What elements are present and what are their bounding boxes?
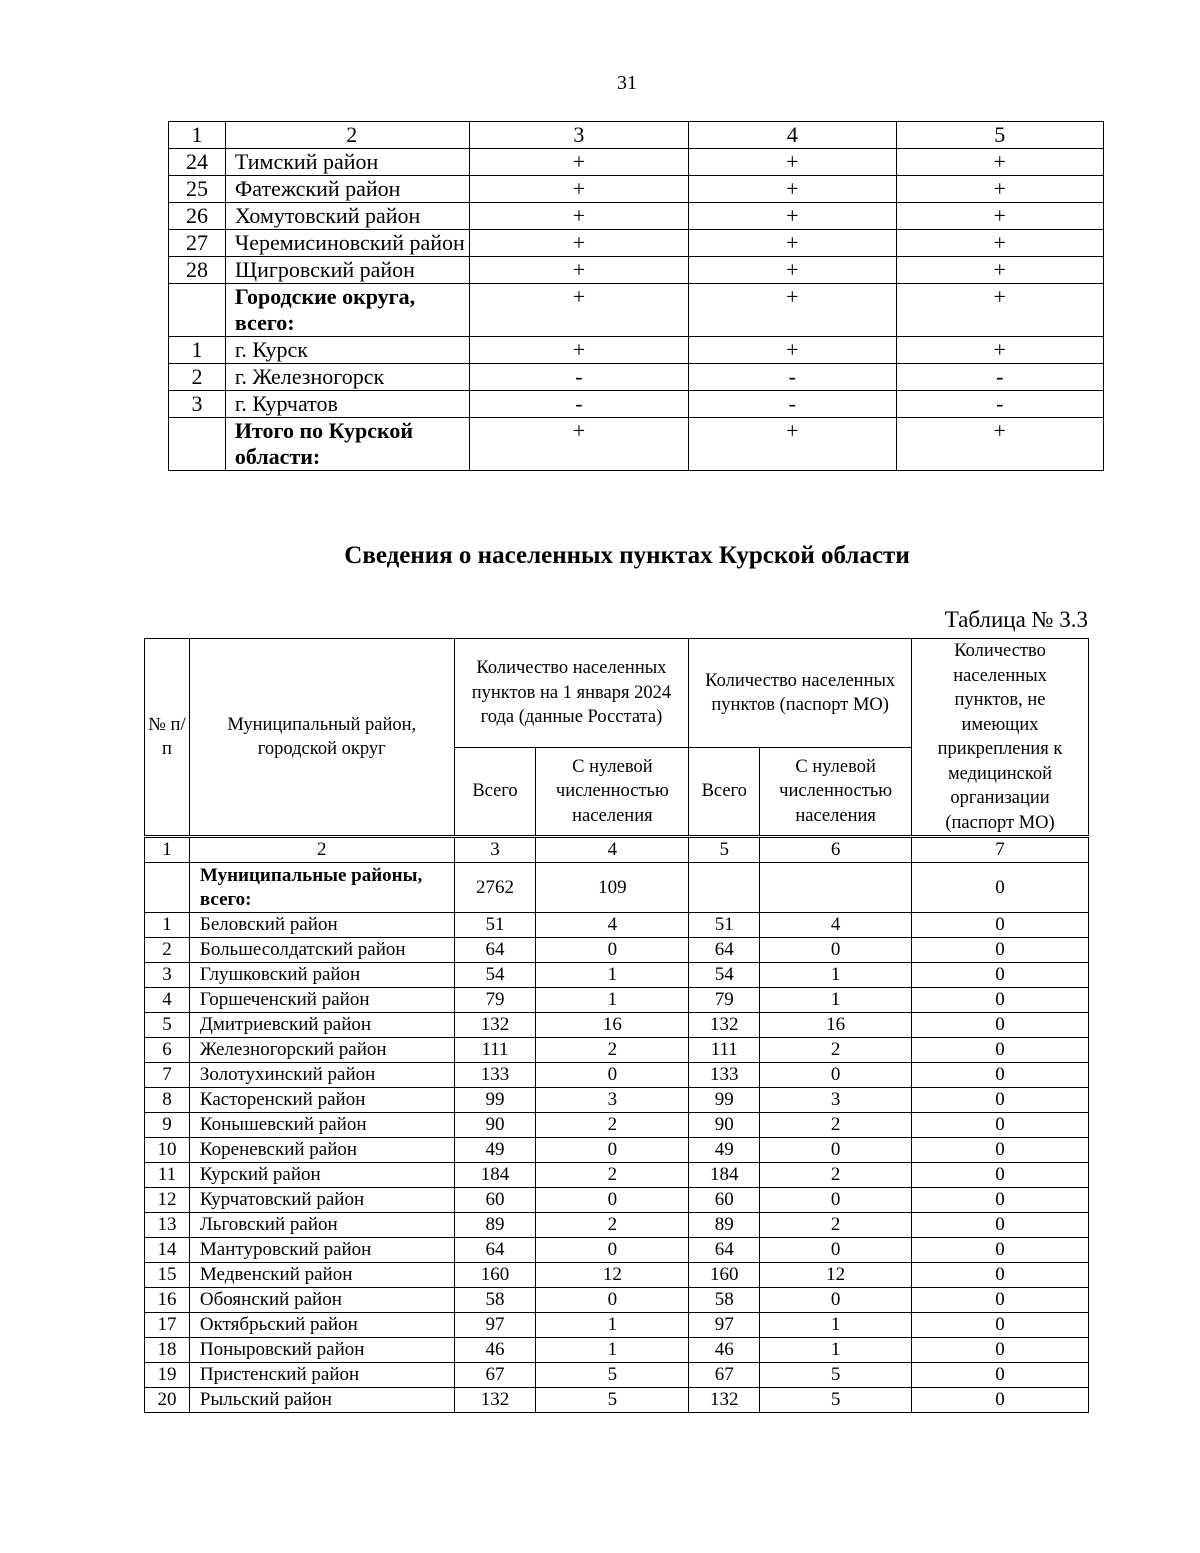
value-c6: 0	[760, 1188, 912, 1213]
district-name: Железногорский район	[189, 1038, 454, 1063]
district-name: Рыльский район	[189, 1388, 454, 1413]
table-row	[169, 149, 1104, 176]
value-c4: 1	[536, 963, 689, 988]
district-name: Касторенский район	[189, 1088, 454, 1113]
value-c6: 12	[760, 1263, 912, 1288]
value-c4: 0	[536, 1288, 689, 1313]
value-c3: 54	[454, 963, 536, 988]
value-c3: 111	[454, 1038, 536, 1063]
row-number	[145, 863, 190, 913]
value-col5: +	[896, 203, 1103, 230]
value-c6: 1	[760, 963, 912, 988]
row-number: 25	[169, 176, 226, 203]
value-col3: -	[469, 364, 688, 391]
row-number: 3	[145, 963, 190, 988]
value-col4: +	[689, 203, 896, 230]
value-col3: -	[469, 391, 688, 418]
header-rosstat-zero: С нулевой численностью населения	[536, 748, 689, 837]
row-number: 17	[145, 1313, 190, 1338]
header-no-attach: Количество населенных пунктов, не имеющих прикрепления к медицинской организации (паспорт МО)	[912, 639, 1089, 837]
value-c3: 97	[454, 1313, 536, 1338]
value-c7: 0	[912, 1038, 1089, 1063]
value-c3: 58	[454, 1288, 536, 1313]
value-c4: 0	[536, 938, 689, 963]
value-c7: 0	[912, 1063, 1089, 1088]
column-number: 4	[536, 837, 689, 863]
district-name: Большесолдатский район	[189, 938, 454, 963]
row-number: 16	[145, 1288, 190, 1313]
row-number: 26	[169, 203, 226, 230]
table-label: Таблица № 3.3	[944, 607, 1088, 632]
row-number: 6	[145, 1038, 190, 1063]
table-row	[145, 1113, 1089, 1138]
district-name: Курский район	[189, 1163, 454, 1188]
district-name: Обоянский район	[189, 1288, 454, 1313]
value-c4: 16	[536, 1013, 689, 1038]
value-c3: 2762	[454, 863, 536, 913]
row-number	[169, 418, 226, 471]
value-c7: 0	[912, 1263, 1089, 1288]
header-passport-total: Всего	[689, 748, 760, 837]
value-c7: 0	[912, 863, 1089, 913]
row-number: 5	[145, 1013, 190, 1038]
value-c5	[689, 863, 760, 913]
districts-services-table	[168, 121, 1104, 471]
district-name: Городские округа, всего:	[225, 284, 469, 337]
district-name: Беловский район	[189, 913, 454, 938]
table-row	[169, 284, 1104, 337]
district-name: Курчатовский район	[189, 1188, 454, 1213]
value-col5: +	[896, 176, 1103, 203]
table-row	[145, 1238, 1089, 1263]
district-name: Горшеченский район	[189, 988, 454, 1013]
table-row	[169, 176, 1104, 203]
value-c3: 79	[454, 988, 536, 1013]
value-col4: +	[689, 176, 896, 203]
value-c7: 0	[912, 913, 1089, 938]
value-c6: 2	[760, 1113, 912, 1138]
value-col5: +	[896, 337, 1103, 364]
value-c4: 1	[536, 1313, 689, 1338]
value-c7: 0	[912, 1138, 1089, 1163]
value-c7: 0	[912, 1213, 1089, 1238]
column-number-row	[145, 837, 1089, 863]
value-col4: +	[689, 257, 896, 284]
value-col3: +	[469, 257, 688, 284]
row-number: 15	[145, 1263, 190, 1288]
row-number: 3	[169, 391, 226, 418]
value-c4: 12	[536, 1263, 689, 1288]
table-row	[145, 1213, 1089, 1238]
value-c3: 99	[454, 1088, 536, 1113]
value-c7: 0	[912, 1238, 1089, 1263]
row-number: 1	[145, 913, 190, 938]
header-rosstat: Количество населенных пунктов на 1 января 2024 года (данные Росстата)	[454, 639, 689, 748]
value-c3: 89	[454, 1213, 536, 1238]
value-c4: 2	[536, 1113, 689, 1138]
district-name: Глушковский район	[189, 963, 454, 988]
table-row	[169, 391, 1104, 418]
district-name: Кореневский район	[189, 1138, 454, 1163]
value-col4: -	[689, 364, 896, 391]
value-c6: 5	[760, 1363, 912, 1388]
value-c4: 3	[536, 1088, 689, 1113]
value-c3: 64	[454, 938, 536, 963]
table-row	[169, 257, 1104, 284]
table-row	[145, 1138, 1089, 1163]
value-c6: 1	[760, 1313, 912, 1338]
value-c3: 90	[454, 1113, 536, 1138]
value-c4: 0	[536, 1138, 689, 1163]
value-c4: 2	[536, 1163, 689, 1188]
table-row	[145, 963, 1089, 988]
value-col5: +	[896, 230, 1103, 257]
value-c5: 132	[689, 1388, 760, 1413]
column-number: 1	[169, 122, 226, 149]
column-number: 4	[689, 122, 896, 149]
header-num: № п/п	[145, 639, 190, 837]
table-header-row	[169, 122, 1104, 149]
column-number: 2	[225, 122, 469, 149]
district-name: Конышевский район	[189, 1113, 454, 1138]
table-row	[145, 1038, 1089, 1063]
value-c3: 51	[454, 913, 536, 938]
table-row	[145, 913, 1089, 938]
value-c4: 1	[536, 988, 689, 1013]
district-name: Поныровский район	[189, 1338, 454, 1363]
value-c5: 184	[689, 1163, 760, 1188]
table-row	[145, 1388, 1089, 1413]
table-row	[169, 364, 1104, 391]
row-number: 8	[145, 1088, 190, 1113]
value-c7: 0	[912, 1088, 1089, 1113]
value-c3: 160	[454, 1263, 536, 1288]
district-name: г. Железногорск	[225, 364, 469, 391]
value-c5: 51	[689, 913, 760, 938]
value-c6: 2	[760, 1038, 912, 1063]
value-col3: +	[469, 230, 688, 257]
district-name: Щигровский район	[225, 257, 469, 284]
header-passport-zero: С нулевой численностью населения	[760, 748, 912, 837]
value-col3: +	[469, 203, 688, 230]
value-col4: +	[689, 418, 896, 471]
value-c5: 67	[689, 1363, 760, 1388]
value-col3: +	[469, 149, 688, 176]
value-c6: 0	[760, 938, 912, 963]
value-c5: 60	[689, 1188, 760, 1213]
row-number: 13	[145, 1213, 190, 1238]
value-c3: 133	[454, 1063, 536, 1088]
row-number: 14	[145, 1238, 190, 1263]
value-c6: 2	[760, 1163, 912, 1188]
value-c5: 79	[689, 988, 760, 1013]
table-row	[145, 1063, 1089, 1088]
table-row	[169, 337, 1104, 364]
value-col3: +	[469, 337, 688, 364]
value-c6: 0	[760, 1288, 912, 1313]
value-c5: 90	[689, 1113, 760, 1138]
header-passport: Количество населенных пунктов (паспорт МО)	[689, 639, 912, 748]
column-number: 3	[454, 837, 536, 863]
row-number: 2	[145, 938, 190, 963]
row-number: 12	[145, 1188, 190, 1213]
district-name: Тимский район	[225, 149, 469, 176]
district-name: Фатежский район	[225, 176, 469, 203]
district-name: Золотухинский район	[189, 1063, 454, 1088]
table-row	[169, 203, 1104, 230]
row-number: 2	[169, 364, 226, 391]
row-number: 10	[145, 1138, 190, 1163]
row-number: 19	[145, 1363, 190, 1388]
district-name: г. Курчатов	[225, 391, 469, 418]
value-col5: +	[896, 284, 1103, 337]
value-c5: 133	[689, 1063, 760, 1088]
table-row	[145, 1363, 1089, 1388]
value-c7: 0	[912, 1338, 1089, 1363]
district-name: Итого по Курской области:	[225, 418, 469, 471]
value-col3: +	[469, 284, 688, 337]
district-name: Мантуровский район	[189, 1238, 454, 1263]
value-c4: 0	[536, 1063, 689, 1088]
value-c5: 49	[689, 1138, 760, 1163]
value-c3: 49	[454, 1138, 536, 1163]
value-c7: 0	[912, 1013, 1089, 1038]
value-c3: 132	[454, 1013, 536, 1038]
value-c6	[760, 863, 912, 913]
value-c3: 132	[454, 1388, 536, 1413]
value-c7: 0	[912, 1163, 1089, 1188]
district-name: Дмитриевский район	[189, 1013, 454, 1038]
table-row	[169, 230, 1104, 257]
value-c7: 0	[912, 938, 1089, 963]
table-row	[145, 1188, 1089, 1213]
row-number: 27	[169, 230, 226, 257]
section-title: Сведения о населенных пунктах Курской области	[344, 542, 910, 569]
district-name: г. Курск	[225, 337, 469, 364]
value-c5: 64	[689, 938, 760, 963]
row-number: 24	[169, 149, 226, 176]
value-c3: 46	[454, 1338, 536, 1363]
row-number	[169, 284, 226, 337]
column-number: 5	[689, 837, 760, 863]
column-number: 6	[760, 837, 912, 863]
row-number: 20	[145, 1388, 190, 1413]
value-c5: 89	[689, 1213, 760, 1238]
row-number: 11	[145, 1163, 190, 1188]
value-col4: +	[689, 284, 896, 337]
settlements-table	[144, 638, 1089, 1413]
value-c7: 0	[912, 988, 1089, 1013]
value-col3: +	[469, 176, 688, 203]
column-number: 5	[896, 122, 1103, 149]
value-c6: 1	[760, 988, 912, 1013]
value-col3: +	[469, 418, 688, 471]
column-number: 1	[145, 837, 190, 863]
value-c6: 0	[760, 1063, 912, 1088]
value-c4: 2	[536, 1038, 689, 1063]
value-c5: 54	[689, 963, 760, 988]
value-c6: 3	[760, 1088, 912, 1113]
table-row	[145, 988, 1089, 1013]
value-c6: 4	[760, 913, 912, 938]
value-col5: -	[896, 391, 1103, 418]
table-row	[145, 1013, 1089, 1038]
column-number: 2	[189, 837, 454, 863]
value-c7: 0	[912, 1113, 1089, 1138]
value-c3: 60	[454, 1188, 536, 1213]
value-col5: +	[896, 257, 1103, 284]
value-c7: 0	[912, 1388, 1089, 1413]
value-c6: 5	[760, 1388, 912, 1413]
row-number: 4	[145, 988, 190, 1013]
header-rosstat-total: Всего	[454, 748, 536, 837]
district-name: Черемисиновский район	[225, 230, 469, 257]
value-c7: 0	[912, 1288, 1089, 1313]
value-c6: 0	[760, 1238, 912, 1263]
value-col4: +	[689, 230, 896, 257]
value-c5: 99	[689, 1088, 760, 1113]
table-row	[145, 1163, 1089, 1188]
value-c6: 2	[760, 1213, 912, 1238]
table-row	[145, 1313, 1089, 1338]
value-c4: 5	[536, 1363, 689, 1388]
value-c4: 1	[536, 1338, 689, 1363]
value-c7: 0	[912, 963, 1089, 988]
value-c6: 16	[760, 1013, 912, 1038]
row-number: 7	[145, 1063, 190, 1088]
column-number: 7	[912, 837, 1089, 863]
value-c4: 2	[536, 1213, 689, 1238]
column-number: 3	[469, 122, 688, 149]
district-name: Медвенский район	[189, 1263, 454, 1288]
value-c5: 111	[689, 1038, 760, 1063]
value-c6: 0	[760, 1138, 912, 1163]
value-c4: 109	[536, 863, 689, 913]
value-col4: +	[689, 149, 896, 176]
district-name: Муниципальные районы, всего:	[189, 863, 454, 913]
table-row	[145, 1088, 1089, 1113]
value-c5: 132	[689, 1013, 760, 1038]
district-name: Пристенский район	[189, 1363, 454, 1388]
value-col4: -	[689, 391, 896, 418]
row-number: 18	[145, 1338, 190, 1363]
table-row	[145, 938, 1089, 963]
table-row	[145, 1263, 1089, 1288]
district-name: Хомутовский район	[225, 203, 469, 230]
value-c5: 160	[689, 1263, 760, 1288]
value-col5: -	[896, 364, 1103, 391]
value-c3: 67	[454, 1363, 536, 1388]
value-c4: 5	[536, 1388, 689, 1413]
value-c7: 0	[912, 1313, 1089, 1338]
row-number: 1	[169, 337, 226, 364]
value-c5: 58	[689, 1288, 760, 1313]
value-c5: 97	[689, 1313, 760, 1338]
district-name: Октябрьский район	[189, 1313, 454, 1338]
table-row	[145, 863, 1089, 913]
value-c5: 64	[689, 1238, 760, 1263]
value-col4: +	[689, 337, 896, 364]
table-row	[145, 1338, 1089, 1363]
value-c5: 46	[689, 1338, 760, 1363]
value-col5: +	[896, 149, 1103, 176]
row-number: 28	[169, 257, 226, 284]
value-c7: 0	[912, 1363, 1089, 1388]
district-name: Льговский район	[189, 1213, 454, 1238]
value-c3: 184	[454, 1163, 536, 1188]
value-c3: 64	[454, 1238, 536, 1263]
table-row	[169, 418, 1104, 471]
header-name: Муниципальный район, городской округ	[189, 639, 454, 837]
value-c4: 0	[536, 1188, 689, 1213]
value-c6: 1	[760, 1338, 912, 1363]
page-number: 31	[617, 72, 637, 94]
value-c7: 0	[912, 1188, 1089, 1213]
row-number: 9	[145, 1113, 190, 1138]
table-row	[145, 1288, 1089, 1313]
value-c4: 4	[536, 913, 689, 938]
value-col5: +	[896, 418, 1103, 471]
value-c4: 0	[536, 1238, 689, 1263]
